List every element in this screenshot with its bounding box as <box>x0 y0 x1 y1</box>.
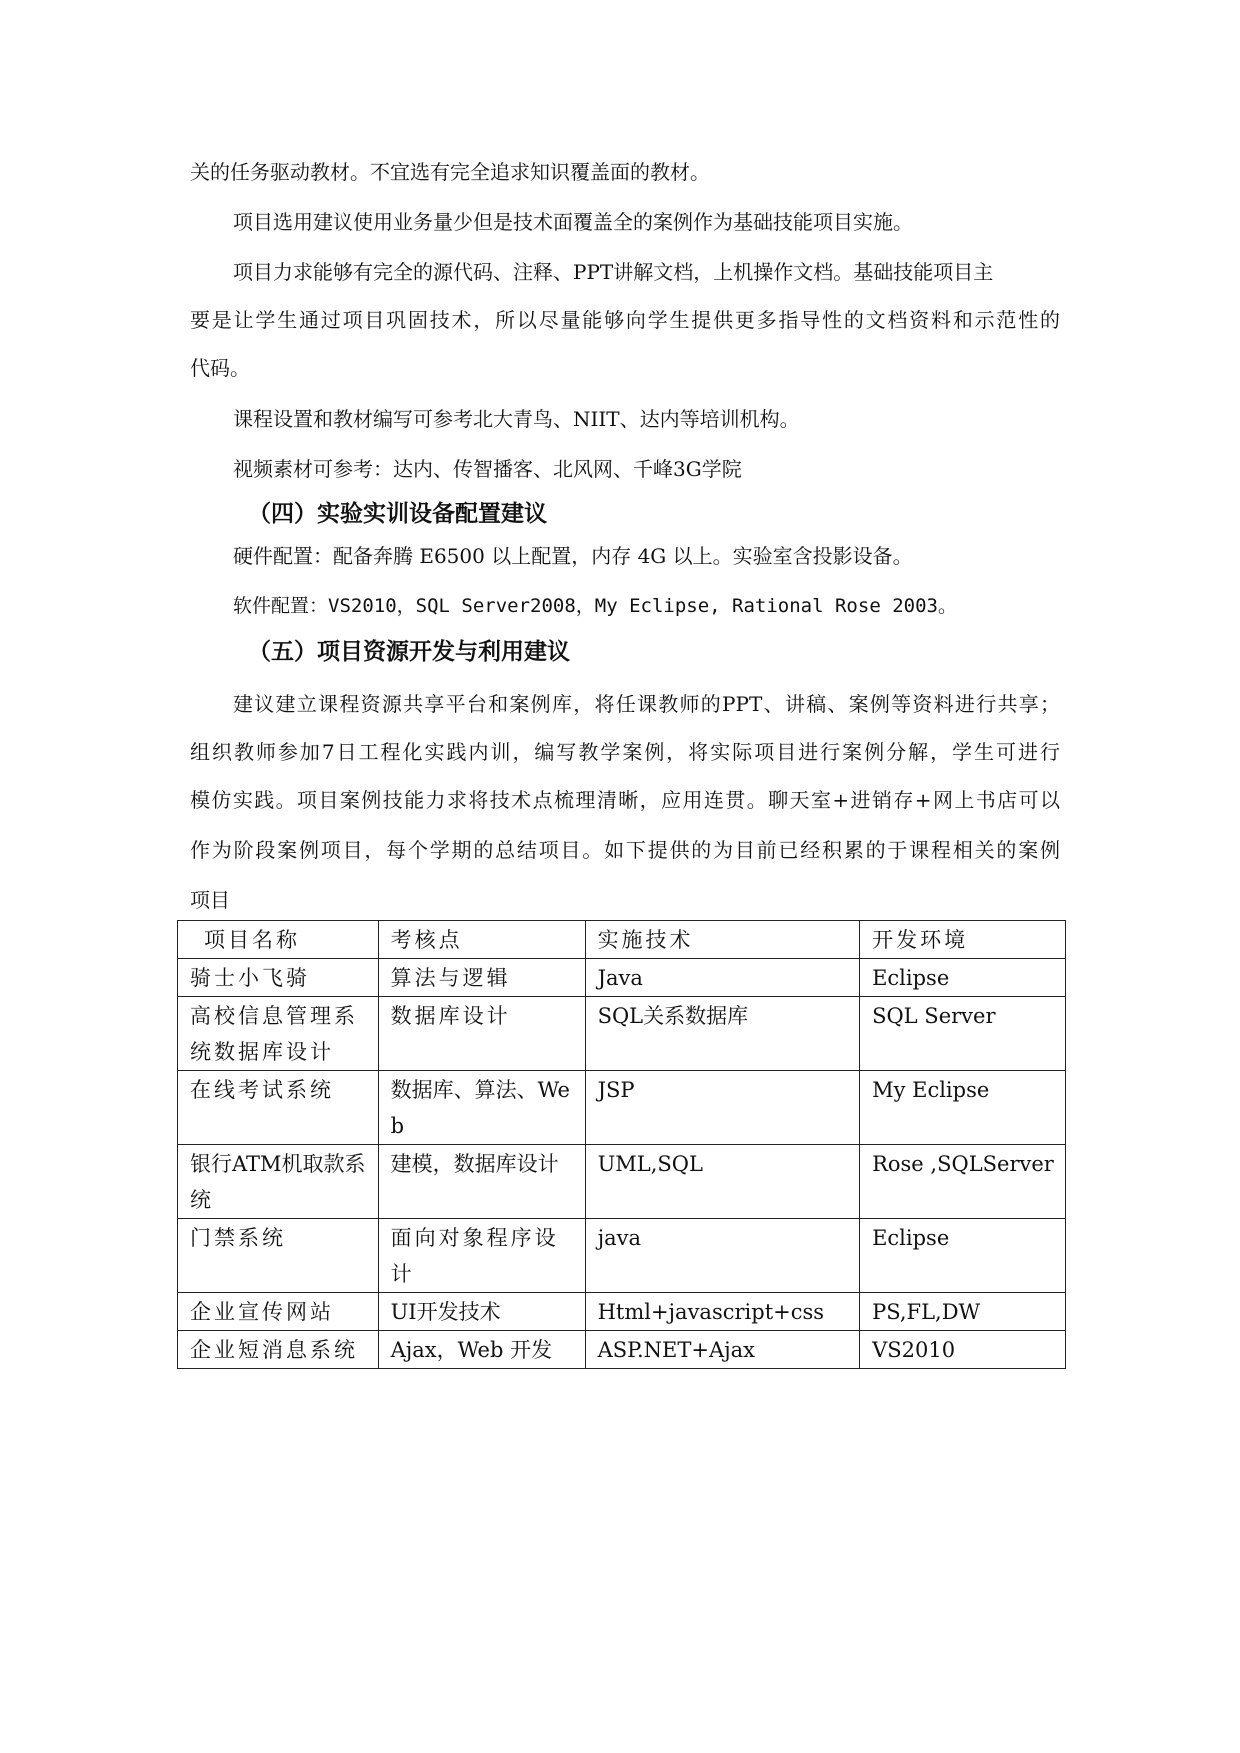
header-cell: 开发环境 <box>860 921 1066 959</box>
case-table <box>177 920 1066 1369</box>
table-cell: PS,FL,DW <box>860 1293 1066 1331</box>
table-cell: 银行ATM机取款系统 <box>178 1145 379 1219</box>
table-cell: Html+javascript+css <box>585 1293 860 1331</box>
software-config: 软件配置：VS2010，SQL Server2008，My Eclipse, Rational Rose 2003。 <box>233 595 957 617</box>
paragraph-line: 建议建立课程资源共享平台和案例库，将任课教师的PPT、讲稿、案例等资料进行共享； <box>233 692 1060 716</box>
paragraph-line: 要是让学生通过项目巩固技术，所以尽量能够向学生提供更多指导性的文档资料和示范性的 <box>190 308 1060 332</box>
table-cell: Java <box>585 959 860 997</box>
paragraph-line: 作为阶段案例项目，每个学期的总结项目。如下提供的为目前已经积累的于课程相关的案例 <box>190 838 1060 862</box>
table-cell: 数据库、算法、Web <box>378 1071 585 1145</box>
table-cell: 企业宣传网站 <box>178 1293 379 1331</box>
table-row <box>178 1293 1066 1331</box>
table-row <box>178 1071 1066 1145</box>
table-row <box>178 1145 1066 1219</box>
table-row <box>178 997 1066 1071</box>
table-header-row <box>178 921 1066 959</box>
table-cell: SQL Server <box>860 997 1066 1071</box>
table-cell: JSP <box>585 1071 860 1145</box>
header-cell: 项目名称 <box>178 921 379 959</box>
paragraph-line: 代码。 <box>190 356 250 380</box>
table-row <box>178 1219 1066 1293</box>
table-cell: Eclipse <box>860 959 1066 997</box>
table-row <box>178 1331 1066 1369</box>
section-heading-5: （五）项目资源开发与利用建议 <box>248 639 570 665</box>
table-cell: SQL关系数据库 <box>585 997 860 1071</box>
section-heading-4: （四）实验实训设备配置建议 <box>248 501 547 527</box>
table-cell: VS2010 <box>860 1331 1066 1369</box>
paragraph-line: 项目选用建议使用业务量少但是技术面覆盖全的案例作为基础技能项目实施。 <box>233 210 913 234</box>
table-cell: 门禁系统 <box>178 1219 379 1293</box>
table-cell: Rose ,SQLServer <box>860 1145 1066 1219</box>
table-cell: Eclipse <box>860 1219 1066 1293</box>
table-cell: 骑士小飞骑 <box>178 959 379 997</box>
paragraph-line: 项目力求能够有完全的源代码、注释、PPT讲解文档，上机操作文档。基础技能项目主 <box>233 260 994 284</box>
hardware-config: 硬件配置：配备奔腾 E6500 以上配置，内存 4G 以上。实验室含投影设备。 <box>233 544 913 568</box>
paragraph-line: 组织教师参加7日工程化实践内训，编写教学案例，将实际项目进行案例分解，学生可进行 <box>190 740 1060 764</box>
table-cell: 企业短消息系统 <box>178 1331 379 1369</box>
table-cell: Ajax，Web 开发 <box>378 1331 585 1369</box>
table-cell: 算法与逻辑 <box>378 959 585 997</box>
table-cell: ASP.NET+Ajax <box>585 1331 860 1369</box>
paragraph-line: 模仿实践。项目案例技能力求将技术点梳理清晰，应用连贯。聊天室+进销存+网上书店可以 <box>190 788 1060 812</box>
paragraph-line: 关的任务驱动教材。不宜选有完全追求知识覆盖面的教材。 <box>190 160 710 184</box>
table-cell: UI开发技术 <box>378 1293 585 1331</box>
table-cell: My Eclipse <box>860 1071 1066 1145</box>
header-cell: 实施技术 <box>585 921 860 959</box>
table-cell: 在线考试系统 <box>178 1071 379 1145</box>
table-cell: 数据库设计 <box>378 997 585 1071</box>
table-cell: java <box>585 1219 860 1293</box>
table-cell: UML,SQL <box>585 1145 860 1219</box>
header-cell: 考核点 <box>378 921 585 959</box>
paragraph-line: 视频素材可参考：达内、传智播客、北风网、千峰3G学院 <box>233 457 742 481</box>
table-cell: 建模，数据库设计 <box>378 1145 585 1219</box>
paragraph-line: 课程设置和教材编写可参考北大青鸟、NIIT、达内等培训机构。 <box>233 407 800 431</box>
table-row <box>178 959 1066 997</box>
table-cell: 面向对象程序设计 <box>378 1219 585 1293</box>
paragraph-line: 项目 <box>190 888 230 912</box>
table-cell: 高校信息管理系统数据库设计 <box>178 997 379 1071</box>
